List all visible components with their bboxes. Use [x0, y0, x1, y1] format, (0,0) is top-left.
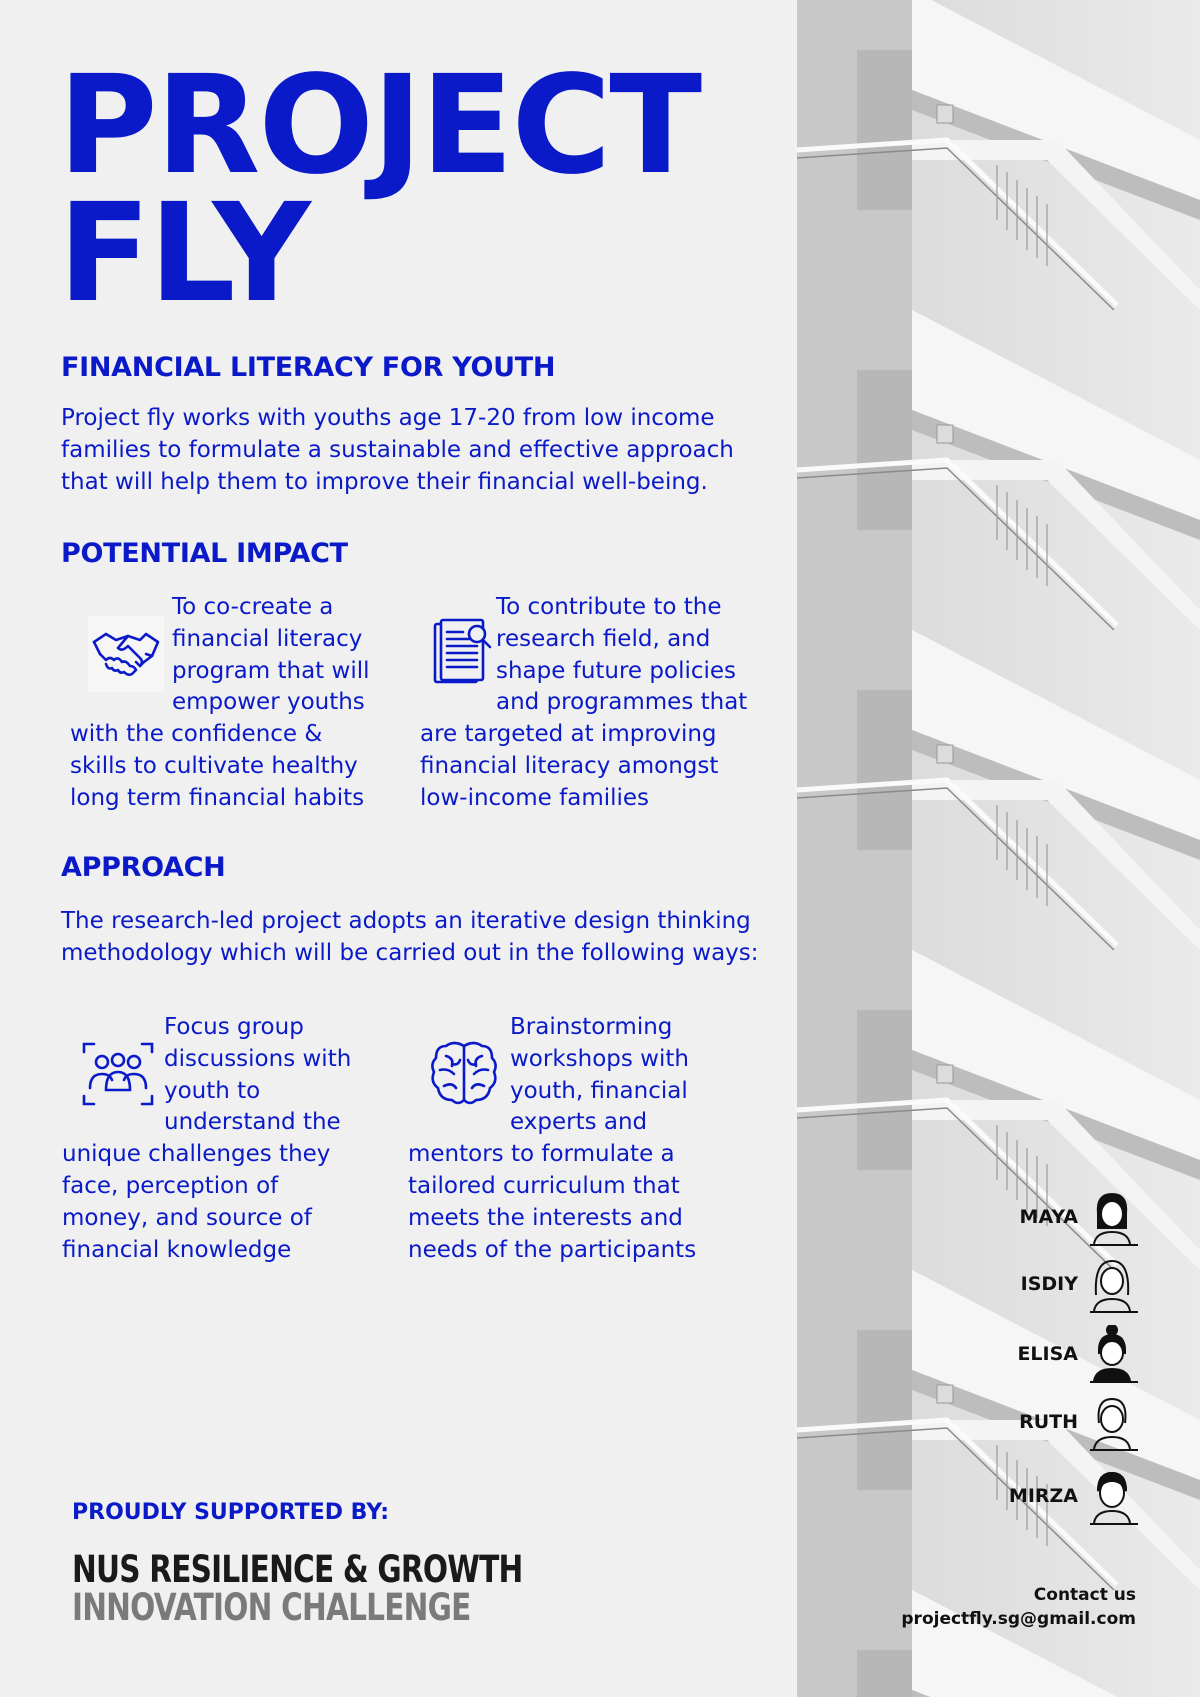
woman-avatar-icon — [1086, 1188, 1138, 1246]
staircase-photo — [797, 0, 1200, 1697]
contact-email[interactable]: projectfly.sg@gmail.com — [901, 1609, 1136, 1629]
approach-item-2-text: Brainstorming workshops with youth, financial experts and mentors to formulate a tailored curriculum that meets the interests and needs of the participants — [408, 1014, 697, 1263]
man-avatar-icon — [1086, 1467, 1138, 1525]
team-member-name: MIRZA — [1008, 1485, 1078, 1507]
team-member-elisa — [1017, 1325, 1138, 1383]
impact-item-1 — [70, 592, 370, 815]
team-member-maya — [1020, 1188, 1138, 1246]
impact-item-2 — [420, 592, 755, 815]
approach-item-2 — [408, 1012, 708, 1266]
focus-group-icon — [80, 1036, 156, 1112]
woman-avatar-icon — [1086, 1393, 1138, 1451]
approach-heading: APPROACH — [61, 852, 226, 883]
handshake-icon — [88, 616, 164, 692]
support-label: PROUDLY SUPPORTED BY: — [72, 1500, 390, 1525]
poster-title — [58, 47, 701, 333]
approach-item-1 — [62, 1012, 362, 1266]
sponsor-line-2: INNOVATION CHALLENGE — [72, 1586, 471, 1629]
subtitle: FINANCIAL LITERACY FOR YOUTH — [61, 352, 556, 383]
intro-paragraph: Project fly works with youths age 17-20 from low income families to formulate a sustainable and effective approach that will help them to improve their financial well-being. — [61, 405, 734, 495]
research-document-icon — [426, 616, 488, 692]
team-member-name: ISDIY — [1020, 1273, 1078, 1295]
woman-bun-avatar-icon — [1086, 1325, 1138, 1383]
team-member-isdiy — [1021, 1255, 1138, 1313]
title-line-1: PROJECT — [58, 47, 701, 205]
title-line-2: FLY — [58, 175, 309, 333]
impact-heading: POTENTIAL IMPACT — [61, 538, 348, 569]
team-member-name: RUTH — [1019, 1411, 1078, 1433]
team-member-ruth — [1019, 1393, 1138, 1451]
contact-block — [901, 1583, 1136, 1631]
approach-intro: The research-led project adopts an iterative design thinking methodology which will be carried out in the following ways: — [61, 908, 759, 966]
approach-item-1-text: Focus group discussions with youth to understand the unique challenges they face, perception of money, and source of financial knowledge — [62, 1014, 352, 1263]
contact-label: Contact us — [1033, 1585, 1136, 1605]
impact-item-1-text: To co-create a financial literacy program that will empower youths with the confidence & skills to cultivate healthy long term financial habits — [70, 594, 370, 811]
brain-icon — [426, 1036, 502, 1112]
team-member-name: ELISA — [1017, 1343, 1078, 1365]
sponsor-line-1: NUS RESILIENCE & GROWTH — [72, 1548, 523, 1591]
woman-hijab-avatar-icon — [1086, 1255, 1138, 1313]
impact-item-2-text: To contribute to the research field, and shape future policies and programmes that are targeted at improving financial literacy amongst low-income families — [420, 594, 748, 811]
team-member-mirza — [1009, 1467, 1138, 1525]
team-member-name: MAYA — [1019, 1206, 1078, 1228]
